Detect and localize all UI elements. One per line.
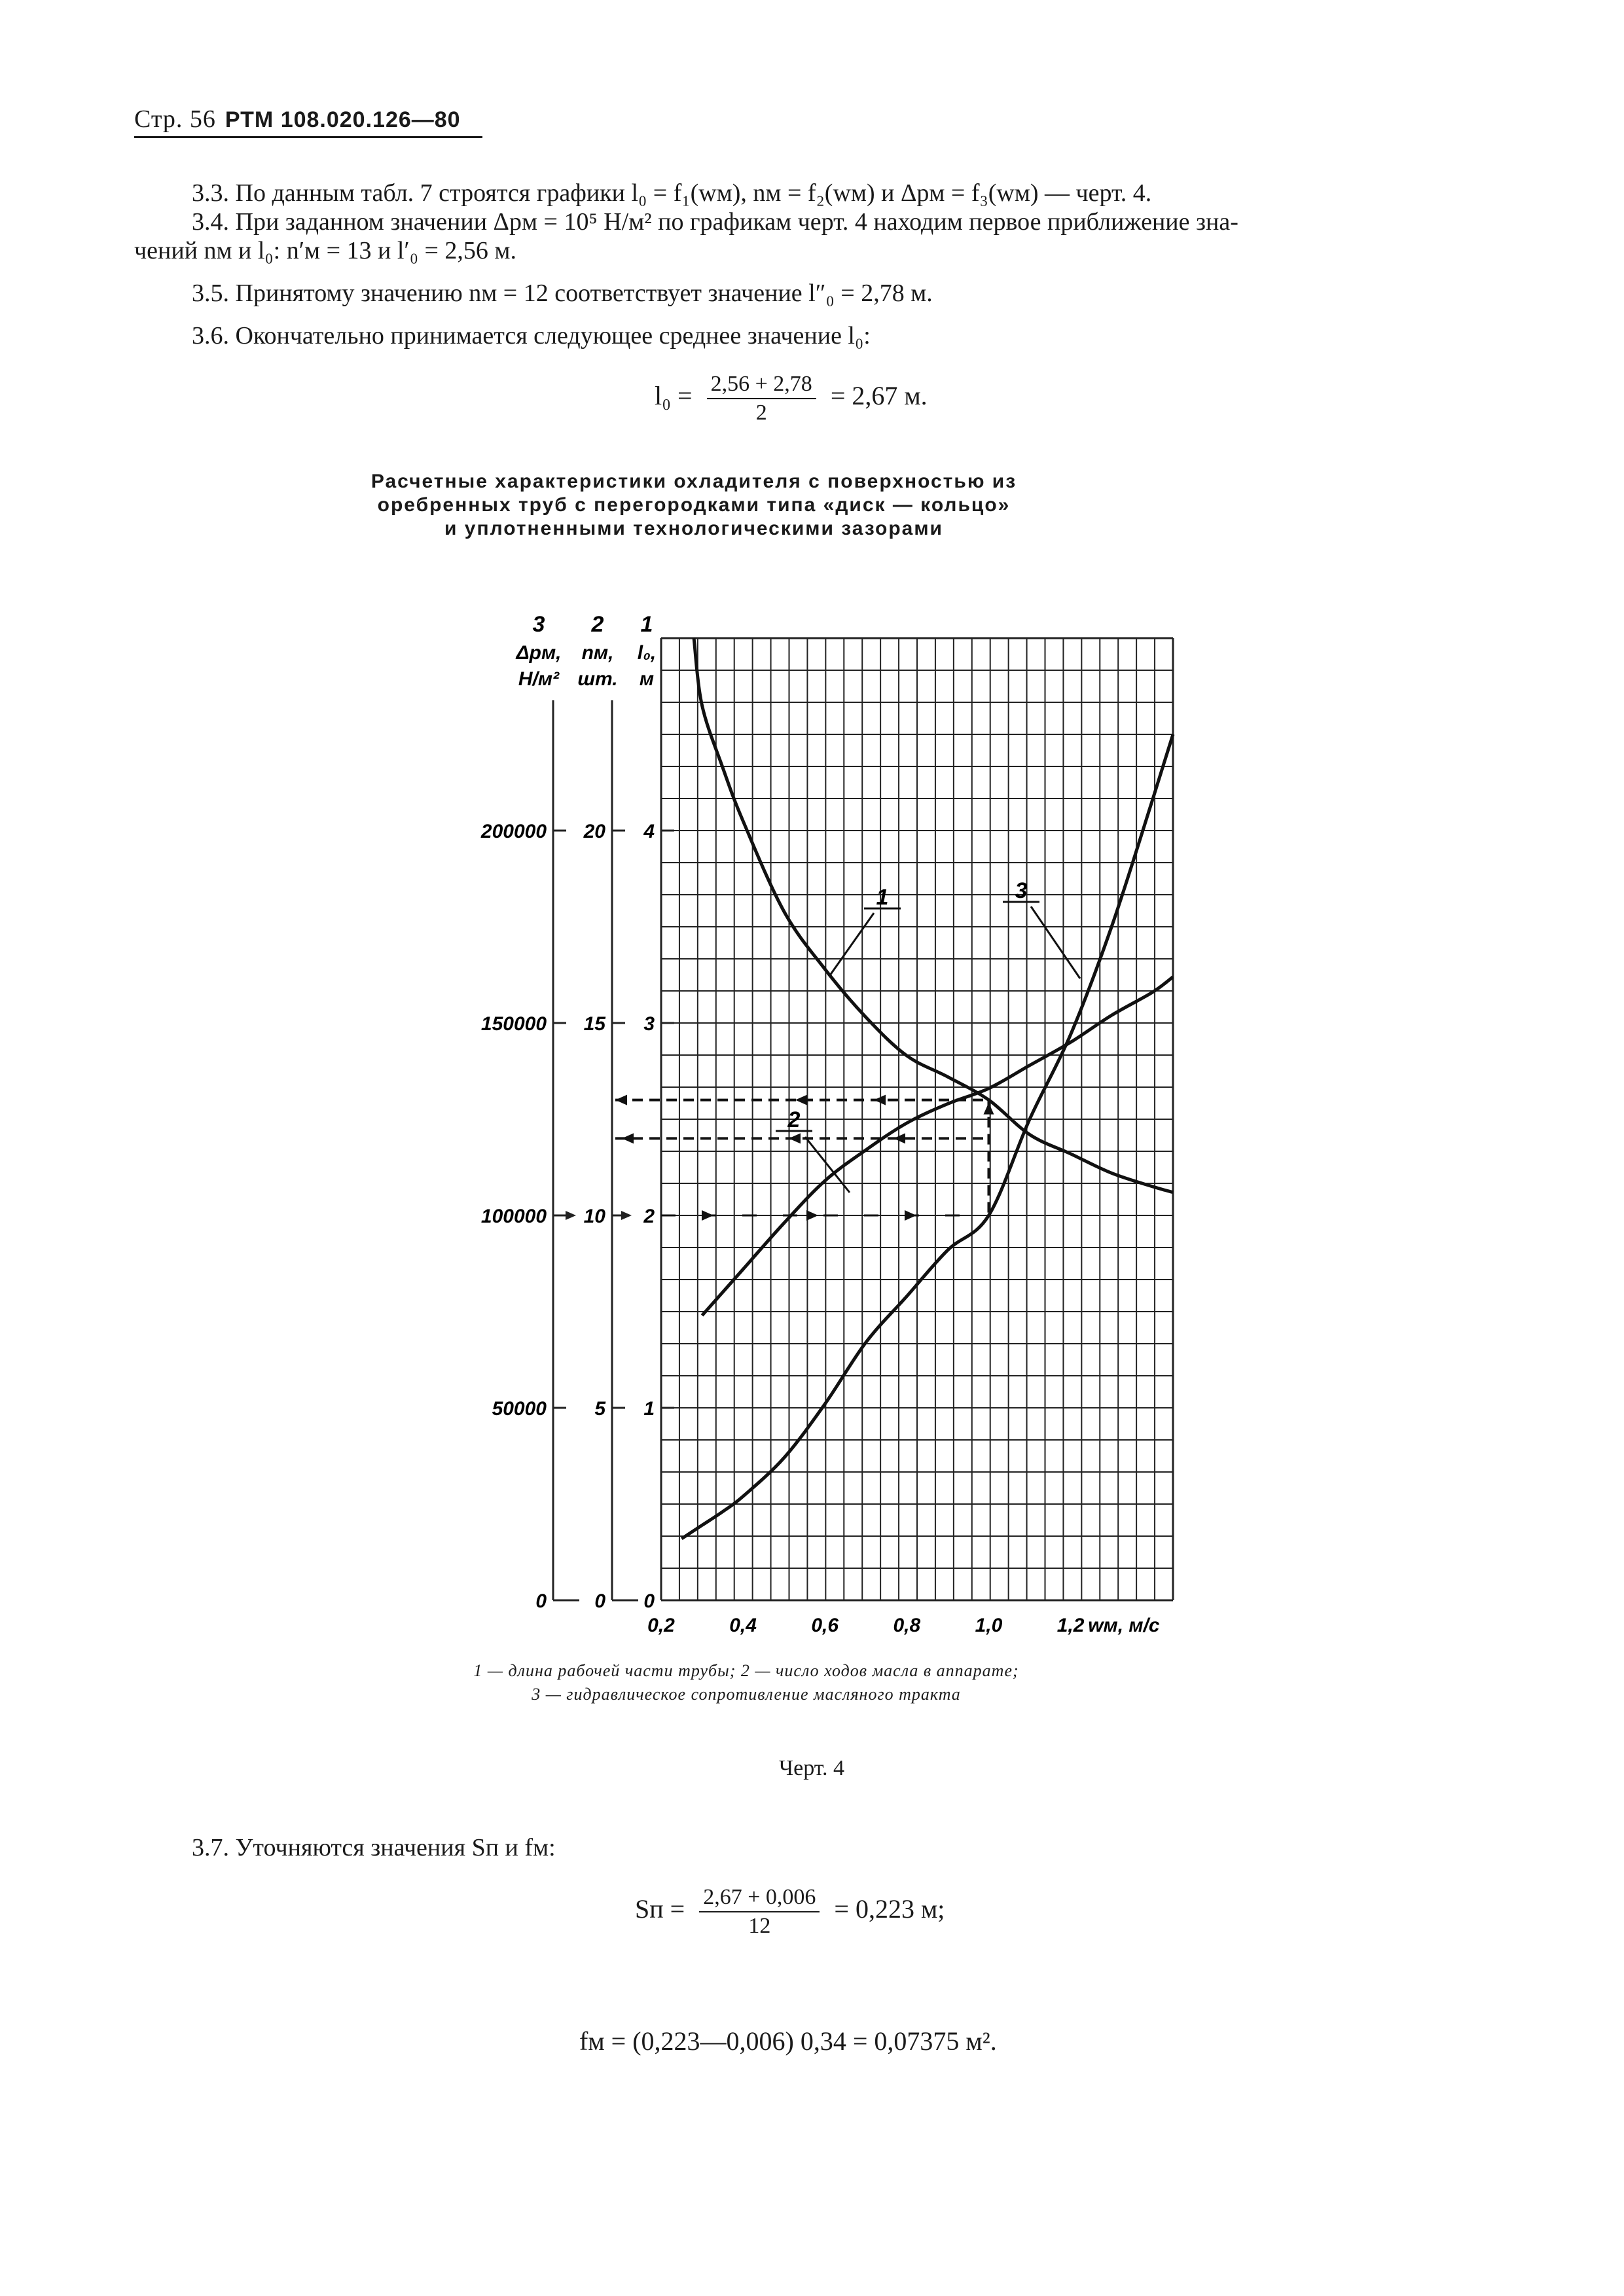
formula-sp-denominator: 12 (748, 1914, 771, 1938)
document-code: РТМ 108.020.126—80 (225, 107, 461, 132)
series-line-2 (702, 977, 1173, 1315)
construction-arrow (874, 1095, 886, 1105)
axis-label: м (639, 668, 655, 690)
figure-label: Черт. 4 (779, 1756, 845, 1780)
axis-tick-label: 15 (583, 1013, 605, 1035)
figure-title-line: оребренных труб с перегородками типа «диск — кольцо» (377, 494, 1011, 516)
construction-arrow (806, 1210, 818, 1221)
formula-l0-numerator: 2,56 + 2,78 (707, 372, 816, 399)
figure-title-line: Расчетные характеристики охладителя с поверхностью из (370, 471, 1017, 492)
formula-l0-denominator: 2 (755, 401, 767, 425)
paragraph-3-4-line2: чений nм и l₀: n′м = 13 и l′₀ = 2,56 м. (134, 237, 516, 264)
formula-sp (635, 1885, 945, 1939)
paragraph-3-3: 3.3. По данным табл. 7 строятся графики l₀ = f₁(wм), nм = f₂(wм) и Δpм = f₃(wм) — черт. 4. (192, 179, 1152, 207)
construction-arrow (615, 1095, 627, 1105)
series-label-1: 1 (876, 885, 889, 910)
axis-tick-label: 5 (594, 1398, 605, 1420)
series-label-2: 2 (787, 1107, 801, 1132)
axis-label: шт. (577, 668, 618, 690)
axis-tick-label: 50000 (492, 1398, 547, 1420)
figure-caption-line: 1 — длина рабочей части трубы; 2 — число ходов масла в аппарате; (473, 1661, 1019, 1680)
axis-tick-label: 20 (583, 821, 605, 842)
axis-number: 2 (591, 612, 604, 637)
figure-title-line: и уплотненными технологическими зазорами (444, 518, 943, 539)
formula-fm: fм = (0,223—0,006) 0,34 = 0,07375 м². (579, 2026, 997, 2056)
axis-tick-label: 10 (583, 1206, 605, 1227)
paragraph-3-5: 3.5. Принятому значению nм = 12 соответствует значение l″₀ = 2,78 м. (192, 279, 933, 307)
axis-tick-label: 200000 (480, 821, 547, 842)
axis-tick-label: 0 (643, 1590, 655, 1612)
x-tick-label: 0,8 (893, 1615, 921, 1636)
formula-sp-numerator: 2,67 + 0,006 (699, 1885, 820, 1912)
paragraph-3-4-line1: 3.4. При заданном значении Δpм = 10⁵ Н/м² по графикам черт. 4 находим первое приближение зна- (192, 208, 1238, 236)
axis-tick-label: 0 (594, 1590, 605, 1612)
formula-l0-rhs: = 2,67 м. (830, 381, 928, 411)
page-number: Стр. 56 (134, 105, 216, 133)
construction-arrow (905, 1210, 916, 1221)
paragraph-3-7: 3.7. Уточняются значения Sп и fм: (192, 1834, 556, 1861)
series-label-leader (1031, 906, 1080, 978)
construction-arrow (702, 1210, 713, 1221)
x-tick-label: 1,0 (975, 1615, 1003, 1636)
axis-tick-label: 4 (643, 821, 655, 842)
axis-label: nм, (581, 642, 614, 664)
series-label-leader (830, 913, 874, 975)
axis-tick-label: 2 (643, 1206, 655, 1227)
axis-label: Δpм, (516, 642, 562, 664)
x-tick-label: 0,4 (729, 1615, 757, 1636)
figure-caption-line: 3 — гидравлическое сопротивление масляного тракта (532, 1685, 961, 1704)
x-tick-label: 0,2 (647, 1615, 675, 1636)
axis-tick-label: 100000 (480, 1206, 547, 1227)
construction-arrow (622, 1133, 634, 1143)
axis-label: l₀, (637, 642, 657, 664)
axis-arrow (621, 1211, 632, 1220)
x-tick-label: 0,6 (811, 1615, 839, 1636)
axis-label: Н/м² (518, 668, 560, 690)
axis-number: 1 (640, 612, 653, 637)
formula-l0-lhs: l₀ = (655, 381, 693, 411)
axis-tick-label: 0 (535, 1590, 547, 1612)
formula-sp-rhs: = 0,223 м; (834, 1894, 945, 1924)
axis-tick-label: 1 (643, 1398, 655, 1420)
formula-sp-lhs: Sп = (635, 1894, 685, 1924)
construction-arrow (789, 1133, 801, 1143)
axis-arrow (566, 1211, 576, 1220)
x-axis-label: wм, м/с (1088, 1615, 1160, 1636)
axis-tick-label: 3 (643, 1013, 655, 1035)
construction-arrow (795, 1095, 807, 1105)
paragraph-3-6: 3.6. Окончательно принимается следующее среднее значение l₀: (192, 322, 871, 350)
axis-tick-label: 150000 (480, 1013, 547, 1035)
series-label-3: 3 (1015, 878, 1028, 903)
x-tick-label: 1,2 (1056, 1615, 1085, 1636)
axis-number: 3 (532, 612, 545, 637)
